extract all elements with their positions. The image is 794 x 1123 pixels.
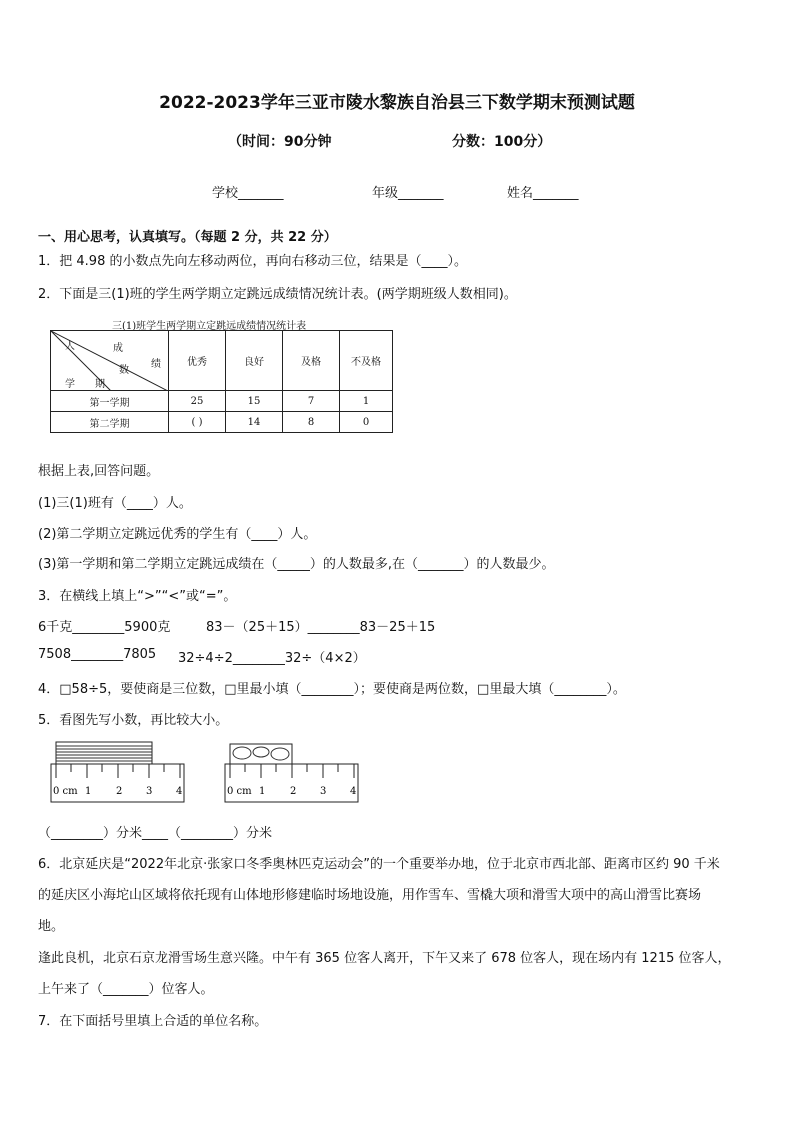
ruler-label: 3 (146, 786, 153, 797)
ruler-label: 4 (176, 786, 183, 797)
table-cell: ( ) (169, 412, 226, 433)
score-table (50, 330, 393, 433)
ruler-label: 1 (259, 786, 266, 797)
corner-ji: 绩 (151, 359, 161, 370)
corner-cheng: 成 (113, 343, 123, 354)
table-cell: 8 (283, 412, 340, 433)
ruler-label: 2 (290, 786, 297, 797)
question-3-b1: 7508________7805 (38, 647, 157, 662)
corner-xue: 学 (65, 379, 75, 390)
exam-time: （时间：90分钟 (228, 134, 332, 150)
corner-ren: 人 (65, 341, 75, 352)
question-2-part-3: (3)第一学期和第二学期立定跳远成绩在（_____）的人数最多,在（_______）的人数最少。 (38, 557, 555, 572)
table-row (51, 412, 393, 433)
table-header: 良好 (226, 331, 283, 391)
question-2-part-2: (2)第二学期立定跳远优秀的学生有（____）人。 (38, 527, 317, 542)
table-cell: 15 (226, 391, 283, 412)
table-header: 及格 (283, 331, 340, 391)
question-5-stem: 5．看图先写小数，再比较大小。 (38, 713, 229, 728)
name-field: 姓名_______ (507, 186, 579, 201)
table-cell: 25 (169, 391, 226, 412)
ruler-label: 4 (350, 786, 357, 797)
question-2-part-1: (1)三(1)班有（____）人。 (38, 496, 192, 511)
school-field: 学校_______ (212, 186, 284, 201)
question-1: 1．把 4.98 的小数点先向左移动两位，再向右移动三位，结果是（____）。 (38, 254, 467, 269)
table-header: 不及格 (340, 331, 393, 391)
ruler-right (224, 740, 360, 804)
question-3-b2: 32÷4÷2________32÷（4×2） (178, 651, 366, 666)
ruler-label: 0 cm (53, 786, 78, 797)
table-cell: 7 (283, 391, 340, 412)
table-cell: 1 (340, 391, 393, 412)
question-3-a1: 6千克________5900克 (38, 620, 171, 635)
ruler-label: 2 (116, 786, 123, 797)
question-5-answer: （________）分米____（________）分米 (38, 826, 273, 841)
exam-score: 分数：100分） (452, 134, 552, 150)
question-6-line-4: 逢此良机，北京石京龙滑雪场生意兴隆。中午有 365 位客人离开，下午又来了 678 位客人，现在场内有 1215 位客人， (38, 951, 731, 966)
question-6-line-1: 6．北京延庆是“2022年北京·张家口冬季奥林匹克运动会”的一个重要举办地，位于北京市西北部、距离市区约 90 千米 (38, 857, 720, 872)
page-title: 2022-2023学年三亚市陵水黎族自治县三下数学期末预测试题 (159, 93, 635, 113)
corner-shu: 数 (119, 365, 129, 376)
table-corner-cell (51, 331, 169, 391)
table-row (51, 391, 393, 412)
ruler-label: 3 (320, 786, 327, 797)
grade-field: 年级_______ (372, 186, 444, 201)
table-cell: 14 (226, 412, 283, 433)
table-instruction: 根据上表,回答问题。 (38, 464, 160, 479)
question-6-line-5: 上午来了（_______）位客人。 (38, 982, 214, 997)
question-6-line-2: 的延庆区小海坨山区域将依托现有山体地形修建临时场地设施，用作雪车、雪橇大项和滑雪大项中的高山滑雪比赛场 (38, 888, 702, 903)
section-heading: 一、用心思考，认真填写。（每题 2 分，共 22 分） (38, 230, 337, 245)
ruler-label: 1 (85, 786, 92, 797)
ruler-label: 0 cm (227, 786, 252, 797)
ruler-left (50, 740, 186, 804)
table-header: 优秀 (169, 331, 226, 391)
row-label: 第二学期 (51, 412, 169, 433)
question-7: 7．在下面括号里填上合适的单位名称。 (38, 1014, 268, 1029)
question-6-line-3: 地。 (38, 919, 65, 934)
question-3-stem: 3．在横线上填上“>”“<”或“=”。 (38, 589, 237, 604)
question-4: 4．□58÷5，要使商是三位数，□里最小填（________）；要使商是两位数，□里最大填（________）。 (38, 682, 626, 697)
corner-qi: 期 (95, 379, 105, 390)
row-label: 第一学期 (51, 391, 169, 412)
question-2-stem: 2．下面是三(1)班的学生两学期立定跳远成绩情况统计表。(两学期班级人数相同)。 (38, 287, 517, 302)
table-cell: 0 (340, 412, 393, 433)
question-3-a2: 83－（25＋15）________83－25＋15 (206, 620, 436, 635)
table-caption: 三(1)班学生两学期立定跳远成绩情况统计表 (112, 321, 307, 332)
